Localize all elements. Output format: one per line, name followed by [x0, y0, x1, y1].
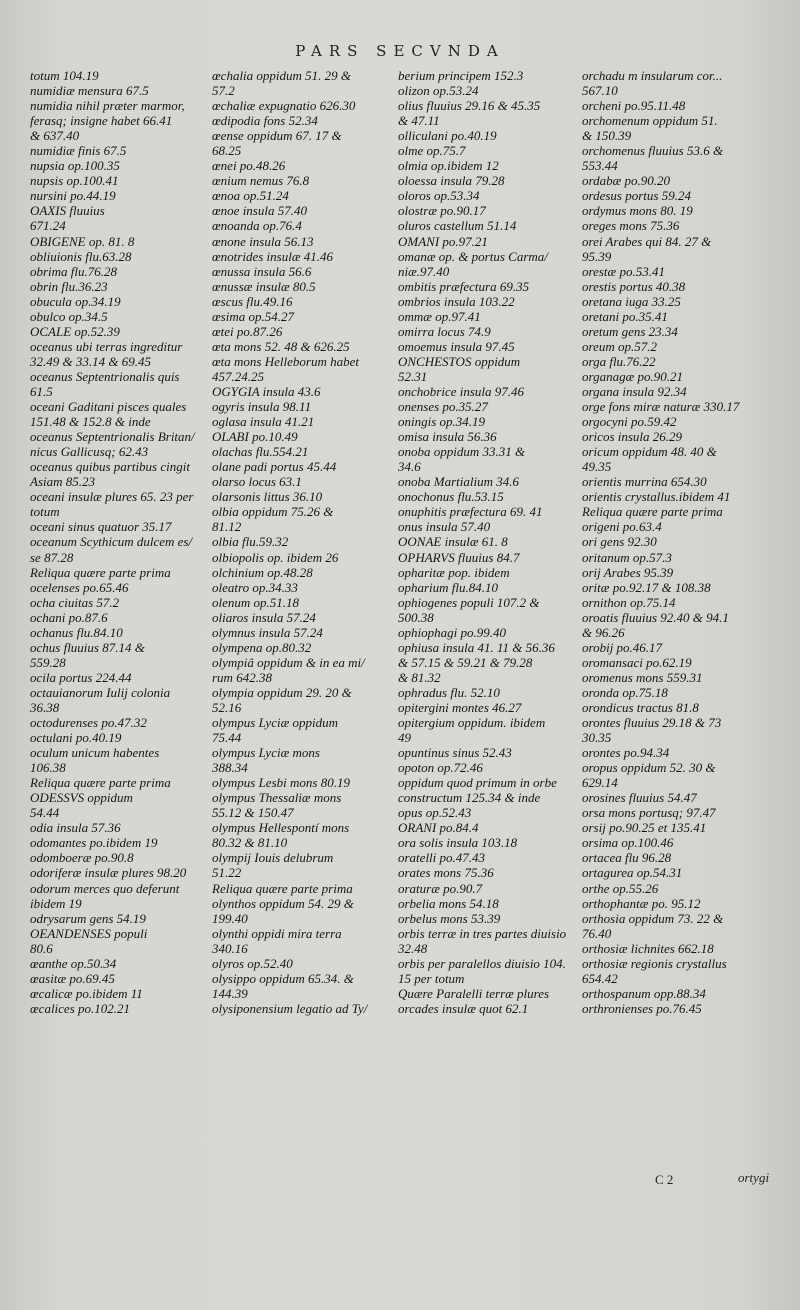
index-entry: orcades insulæ quot 62.1 — [398, 1000, 529, 1016]
index-entry: obrin flu.36.23 — [30, 278, 108, 294]
index-entry: ogyris insula 98.11 — [212, 399, 312, 415]
index-entry: œnussa insula 56.6 — [212, 263, 312, 279]
index-entry: 654.42 — [582, 970, 618, 986]
index-entry: opharitæ pop. ibidem — [398, 564, 510, 580]
index-entry: orsima op.100.46 — [582, 835, 674, 851]
index-entry: 500.38 — [398, 609, 434, 625]
index-entry: 629.14 — [582, 775, 618, 791]
index-entry: oromenus mons 559.31 — [582, 669, 703, 685]
index-entry: olbia oppidum 75.26 & — [212, 504, 334, 520]
index-entry: onenses po.35.27 — [398, 399, 488, 415]
index-entry: ordymus mons 80. 19 — [582, 203, 693, 219]
index-entry: 52.31 — [398, 368, 428, 384]
index-entry: orates mons 75.36 — [398, 865, 494, 881]
index-entry: onoba oppidum 33.31 & — [398, 444, 526, 460]
index-entry: octodurenses po.47.32 — [30, 715, 147, 731]
index-entry: œanthe op.50.34 — [30, 955, 117, 971]
index-entry: OMANI po.97.21 — [398, 233, 488, 249]
index-entry: ortagurea op.54.31 — [582, 865, 683, 881]
index-entry: OLABI po.10.49 — [212, 429, 298, 445]
index-entry: olbiopolis op. ibidem 26 — [212, 549, 339, 565]
index-entry: ori gens 92.30 — [582, 534, 657, 550]
index-entry: oleatro op.34.33 — [212, 579, 298, 595]
index-entry: olympia oppidum 29. 20 & — [212, 684, 352, 700]
index-entry: 49 — [398, 730, 411, 746]
index-entry: octulani po.40.19 — [30, 730, 122, 746]
index-entry: organagæ po.90.21 — [582, 368, 683, 384]
index-entry: orchomenus fluuius 53.6 & — [582, 143, 724, 159]
index-entry: œchalia oppidum 51. 29 & — [212, 68, 352, 83]
index-entry: ordesus portus 59.24 — [582, 188, 691, 204]
index-entry: OGYGIA insula 43.6 — [212, 383, 321, 399]
index-entry: ocila portus 224.44 — [30, 669, 132, 685]
index-entry: omanæ op. & portus Carma/ — [398, 248, 548, 264]
index-entry: 61.5 — [30, 383, 53, 399]
index-column-2 — [212, 68, 392, 1016]
index-entry: ocha ciuitas 57.2 — [30, 594, 120, 610]
index-entry: & 150.39 — [582, 128, 632, 144]
index-entry: 80.32 & 81.10 — [212, 835, 288, 851]
index-entry: oritæ po.92.17 & 108.38 — [582, 579, 711, 595]
index-entry: onus insula 57.40 — [398, 519, 491, 535]
index-entry: & 81.32 — [398, 669, 441, 685]
index-entry: orontes fluuius 29.18 & 73 — [582, 715, 722, 731]
index-entry: 457.24.25 — [212, 368, 264, 384]
index-entry: œnoanda op.76.4 — [212, 218, 302, 234]
index-entry: olympiâ oppidum & in ea mi/ — [212, 654, 365, 670]
index-entry: 30.35 — [582, 730, 612, 746]
index-entry: oreum op.57.2 — [582, 338, 657, 354]
index-column-3 — [398, 68, 580, 1016]
index-entry: odoriferæ insulæ plures 98.20 — [30, 865, 187, 881]
index-entry: orgocyni po.59.42 — [582, 414, 677, 430]
index-entry: 55.12 & 150.47 — [212, 805, 294, 821]
index-entry: 95.39 — [582, 248, 612, 264]
index-entry: onuphitis præfectura 69. 41 — [398, 504, 543, 520]
index-entry: orthosiæ lichnites 662.18 — [582, 940, 714, 956]
index-entry: oraturæ po.90.7 — [398, 880, 483, 896]
index-entry: olarsonis littus 36.10 — [212, 489, 323, 505]
index-entry: ombitis præfectura 69.35 — [398, 278, 530, 294]
index-entry: oloessa insula 79.28 — [398, 173, 505, 189]
index-entry: 144.39 — [212, 985, 248, 1001]
index-entry: 559.28 — [30, 654, 66, 670]
index-entry: œnoe insula 57.40 — [212, 203, 307, 219]
index-entry: 671.24 — [30, 218, 66, 234]
index-entry: & 637.40 — [30, 128, 80, 144]
index-entry: obucula op.34.19 — [30, 293, 121, 309]
index-entry: opuntinus sinus 52.43 — [398, 745, 512, 761]
index-entry: Reliqua quære parte prima — [30, 775, 171, 791]
index-entry: olmia op.ibidem 12 — [398, 158, 499, 174]
index-entry: OEANDENSES populi — [30, 925, 148, 941]
index-entry: odorum merces quo deferunt — [30, 880, 180, 896]
index-entry: orei Arabes qui 84. 27 & — [582, 233, 712, 249]
index-entry: opitergium oppidum. ibidem — [398, 715, 546, 731]
index-entry: Quære Paralelli terræ plures — [398, 985, 550, 1001]
index-entry: orestis portus 40.38 — [582, 278, 686, 294]
index-entry: oceanus ubi terras ingreditur — [30, 338, 183, 354]
index-entry: ochani po.87.6 — [30, 609, 108, 625]
index-entry: olme op.75.7 — [398, 143, 466, 159]
index-entry: 51.22 — [212, 865, 242, 881]
index-entry: 36.38 — [30, 699, 60, 715]
index-entry: ornithon op.75.14 — [582, 594, 676, 610]
index-entry: OCALE op.52.39 — [30, 323, 120, 339]
index-entry: orosines fluuius 54.47 — [582, 790, 697, 806]
index-entry: ophradus flu. 52.10 — [398, 684, 500, 700]
index-entry: œcalices po.102.21 — [30, 1000, 131, 1016]
index-entry: orsij po.90.25 et 135.41 — [582, 820, 707, 836]
index-entry: olympus Lyciæ oppidum — [212, 715, 338, 731]
index-entry: numidia nihil præter marmor, — [30, 98, 185, 114]
running-header: PARS SECVNDA — [295, 42, 505, 60]
index-entry: oreges mons 75.36 — [582, 218, 680, 234]
index-entry: orbis terræ in tres partes diuisio — [398, 925, 567, 941]
index-entry: nicus Gallicusq; 62.43 — [30, 444, 149, 460]
index-entry: 34.6 — [398, 459, 421, 475]
index-entry: œnei po.48.26 — [212, 158, 286, 174]
index-entry: olympus Lesbi mons 80.19 — [212, 775, 350, 791]
index-entry: organa insula 92.34 — [582, 383, 687, 399]
index-entry: orientis murrina 654.30 — [582, 474, 707, 490]
index-entry: ODESSVS oppidum — [30, 790, 133, 806]
index-entry: omirra locus 74.9 — [398, 323, 491, 339]
index-entry: ombrios insula 103.22 — [398, 293, 515, 309]
index-entry: ophiogenes populi 107.2 & — [398, 594, 540, 610]
index-entry: odrysarum gens 54.19 — [30, 910, 146, 926]
index-entry: 151.48 & 152.8 & inde — [30, 414, 151, 430]
index-entry: œnoa op.51.24 — [212, 188, 289, 204]
index-entry: œdipodia fons 52.34 — [212, 113, 318, 129]
index-entry: 57.2 — [212, 83, 235, 99]
index-entry: oroatis fluuius 92.40 & 94.1 — [582, 609, 729, 625]
index-entry: olchinium op.48.28 — [212, 564, 313, 580]
index-entry: orbelus mons 53.39 — [398, 910, 501, 926]
index-entry: berium principem 152.3 — [398, 68, 524, 83]
index-entry: orobij po.46.17 — [582, 639, 663, 655]
index-entry: se 87.28 — [30, 549, 74, 565]
index-entry: oratelli po.47.43 — [398, 850, 486, 866]
index-entry: oluros castellum 51.14 — [398, 218, 517, 234]
index-entry: oculum unicum habentes — [30, 745, 160, 761]
index-entry: numidiæ mensura 67.5 — [30, 83, 149, 99]
catchword: ortygi — [738, 1170, 770, 1185]
index-entry: ophiusa insula 41. 11 & 56.36 — [398, 639, 555, 655]
index-entry: odia insula 57.36 — [30, 820, 121, 836]
index-entry: orchadu m insularum cor... — [582, 68, 723, 83]
index-entry: olenum op.51.18 — [212, 594, 300, 610]
index-entry: olliculani po.40.19 — [398, 128, 497, 144]
index-entry: & 57.15 & 59.21 & 79.28 — [398, 654, 533, 670]
index-entry: olysippo oppidum 65.34. & — [212, 970, 354, 986]
index-entry: oretani po.35.41 — [582, 308, 668, 324]
index-entry: orthosiæ regionis crystallus — [582, 955, 727, 971]
index-entry: 52.16 — [212, 699, 242, 715]
index-entry: 32.49 & 33.14 & 69.45 — [30, 353, 151, 369]
index-entry: œnium nemus 76.8 — [212, 173, 310, 189]
index-entry: 199.40 — [212, 910, 248, 926]
index-entry: onchobrice insula 97.46 — [398, 383, 525, 399]
index-entry: oliaros insula 57.24 — [212, 609, 316, 625]
index-entry: orchomenum oppidum 51. — [582, 113, 718, 129]
index-entry: œcalicæ po.ibidem 11 — [30, 985, 143, 1001]
index-entry: ochus fluuius 87.14 & — [30, 639, 145, 655]
index-entry: œnone insula 56.13 — [212, 233, 314, 249]
index-entry: oceani sinus quatuor 35.17 — [30, 519, 172, 535]
index-entry: nupsis op.100.41 — [30, 173, 119, 189]
index-entry: ochanus flu.84.10 — [30, 624, 123, 640]
index-entry: orthe op.55.26 — [582, 880, 659, 896]
index-entry: oppidum quod primum in orbe — [398, 775, 557, 791]
index-entry: œnussæ insulæ 80.5 — [212, 278, 316, 294]
index-entry: oglasa insula 41.21 — [212, 414, 315, 430]
index-entry: olachas flu.554.21 — [212, 444, 309, 460]
index-entry: ommæ op.97.41 — [398, 308, 481, 324]
index-entry: ophiophagi po.99.40 — [398, 624, 506, 640]
index-entry: odomboeræ po.90.8 — [30, 850, 134, 866]
index-entry: orga flu.76.22 — [582, 353, 656, 369]
index-entry: onoba Martialium 34.6 — [398, 474, 519, 490]
index-entry: obliuionis flu.63.28 — [30, 248, 132, 264]
index-entry: ibidem 19 — [30, 895, 82, 911]
index-entry: OAXIS fluuius — [30, 203, 105, 219]
index-entry: oceanus Septentrionalis Britan/ — [30, 429, 195, 445]
index-entry: omoemus insula 97.45 — [398, 338, 515, 354]
index-entry: totum — [30, 504, 60, 520]
index-entry: 567.10 — [582, 83, 618, 99]
index-entry: orbelia mons 54.18 — [398, 895, 499, 911]
index-entry: numidiæ finis 67.5 — [30, 143, 127, 159]
index-entry: orcheni po.95.11.48 — [582, 98, 686, 114]
index-entry: omisa insula 56.36 — [398, 429, 497, 445]
index-entry: orontes po.94.34 — [582, 745, 670, 761]
index-entry: olynthos oppidum 54. 29 & — [212, 895, 354, 911]
index-entry: onochonus flu.53.15 — [398, 489, 504, 505]
index-entry: olympena op.80.32 — [212, 639, 312, 655]
index-entry: olizon op.53.24 — [398, 83, 479, 99]
index-entry: oceanus quibus partibus cingit — [30, 459, 190, 475]
index-entry: oronda op.75.18 — [582, 684, 668, 700]
index-entry: nupsia op.100.35 — [30, 158, 120, 174]
index-entry: constructum 125.34 & inde — [398, 790, 541, 806]
index-entry: ONCHESTOS oppidum — [398, 353, 521, 369]
index-entry: olbia flu.59.32 — [212, 534, 289, 550]
index-entry: & 96.26 — [582, 624, 625, 640]
index-entry: ferasq; insigne habet 66.41 — [30, 113, 173, 129]
index-entry: OBIGENE op. 81. 8 — [30, 233, 135, 249]
index-entry: oretana iuga 33.25 — [582, 293, 681, 309]
index-entry: 340.16 — [212, 940, 248, 956]
index-entry: orthospanum opp.88.34 — [582, 985, 706, 1001]
index-entry: oritanum op.57.3 — [582, 549, 672, 565]
index-entry: oloros op.53.34 — [398, 188, 480, 204]
index-entry: orij Arabes 95.39 — [582, 564, 674, 580]
index-entry: olympus Lyciæ mons — [212, 745, 320, 761]
index-entry: opoton op.72.46 — [398, 760, 483, 776]
index-entry: œtei po.87.26 — [212, 323, 283, 339]
index-entry: oretum gens 23.34 — [582, 323, 678, 339]
index-entry: orthosia oppidum 73. 22 & — [582, 910, 724, 926]
index-entry: olyros op.52.40 — [212, 955, 293, 971]
index-entry: olysiponensium legatio ad Ty/ — [212, 1000, 368, 1016]
index-entry: œnotrides insulæ 41.46 — [212, 248, 333, 264]
index-entry: olympus Hellespontí mons — [212, 820, 350, 836]
index-entry: octauianorum Iulij colonia — [30, 684, 171, 700]
index-entry: oricos insula 26.29 — [582, 429, 683, 445]
index-entry: ordabæ po.90.20 — [582, 173, 670, 189]
index-entry: 54.44 — [30, 805, 60, 821]
index-entry: ortacea flu 96.28 — [582, 850, 672, 866]
index-entry: 553.44 — [582, 158, 618, 174]
index-entry: oricum oppidum 48. 40 & — [582, 444, 717, 460]
index-entry: 106.38 — [30, 760, 66, 776]
index-entry: OONAE insulæ 61. 8 — [398, 534, 508, 550]
index-entry: oceani insulæ plures 65. 23 per — [30, 489, 194, 505]
index-entry: olymnus insula 57.24 — [212, 624, 323, 640]
index-entry: origeni po.63.4 — [582, 519, 662, 535]
index-entry: rum 642.38 — [212, 669, 272, 685]
index-entry: orthronienses po.76.45 — [582, 1000, 702, 1016]
index-entry: obrima flu.76.28 — [30, 263, 118, 279]
index-entry: 68.25 — [212, 143, 242, 159]
index-entry: 75.44 — [212, 730, 242, 746]
index-entry: totum 104.19 — [30, 68, 99, 83]
index-entry: oromansaci po.62.19 — [582, 654, 692, 670]
index-entry: oropus oppidum 52. 30 & — [582, 760, 716, 776]
index-entry: Reliqua quære parte prima — [212, 880, 353, 896]
index-entry: opitergini montes 46.27 — [398, 699, 522, 715]
index-entry: Reliqua quære parte prima — [582, 504, 723, 520]
index-entry: olostræ po.90.17 — [398, 203, 486, 219]
index-entry: 388.34 — [212, 760, 248, 776]
index-entry: œta mons Helleborum habet — [212, 353, 359, 369]
index-entry: oningis op.34.19 — [398, 414, 486, 430]
index-entry: œense oppidum 67. 17 & — [212, 128, 342, 144]
index-entry: olympus Thessaliæ mons — [212, 790, 342, 806]
index-entry: œta mons 52. 48 & 626.25 — [212, 338, 350, 354]
index-column-1 — [30, 68, 208, 1016]
index-entry: orientis crystallus.ibidem 41 — [582, 489, 731, 505]
index-entry: olarso locus 63.1 — [212, 474, 302, 490]
index-entry: ora solis insula 103.18 — [398, 835, 518, 851]
index-entry: 15 per totum — [398, 970, 465, 986]
index-entry: olympij Iouis delubrum — [212, 850, 334, 866]
index-entry: obulco op.34.5 — [30, 308, 108, 324]
index-entry: nursini po.44.19 — [30, 188, 116, 204]
index-entry: 81.12 — [212, 519, 242, 535]
index-entry: œchaliæ expugnatio 626.30 — [212, 98, 356, 114]
index-entry: oceani Gaditani pisces quales — [30, 399, 187, 415]
index-entry: 76.40 — [582, 925, 612, 941]
index-entry: 32.48 — [398, 940, 428, 956]
index-entry: olane padi portus 45.44 — [212, 459, 337, 475]
index-entry: odomantes po.ibidem 19 — [30, 835, 158, 851]
index-entry: orestæ po.53.41 — [582, 263, 665, 279]
index-entry: œsima op.54.27 — [212, 308, 294, 324]
index-entry: orthophantæ po. 95.12 — [582, 895, 701, 911]
signature-mark: C 2 — [655, 1172, 674, 1187]
index-entry: orondicus tractus 81.8 — [582, 699, 699, 715]
index-entry: OPHARVS fluuius 84.7 — [398, 549, 520, 565]
index-entry: Reliqua quære parte prima — [30, 564, 171, 580]
index-entry: orge fons miræ naturæ 330.17 — [582, 399, 740, 415]
index-entry: 80.6 — [30, 940, 53, 956]
index-entry: opus op.52.43 — [398, 805, 472, 821]
index-entry: orbis per paralellos diuisio 104. — [398, 955, 566, 971]
index-entry: ocelenses po.65.46 — [30, 579, 129, 595]
index-entry: ORANI po.84.4 — [398, 820, 479, 836]
index-entry: oceanus Septentrionalis quis — [30, 368, 180, 384]
index-entry: olynthi oppidi mira terra — [212, 925, 342, 941]
index-entry: œscus flu.49.16 — [212, 293, 293, 309]
index-entry: & 47.11 — [398, 113, 440, 129]
index-entry: oceanum Scythicum dulcem es/ — [30, 534, 193, 550]
index-entry: œasitæ po.69.45 — [30, 970, 115, 986]
index-entry: opharium flu.84.10 — [398, 579, 499, 595]
index-entry: olius fluuius 29.16 & 45.35 — [398, 98, 541, 114]
index-entry: niæ.97.40 — [398, 263, 450, 279]
index-entry: 49.35 — [582, 459, 612, 475]
index-entry: Asiam 85.23 — [30, 474, 95, 490]
index-column-4 — [582, 68, 797, 1016]
index-entry: orsa mons portusq; 97.47 — [582, 805, 716, 821]
